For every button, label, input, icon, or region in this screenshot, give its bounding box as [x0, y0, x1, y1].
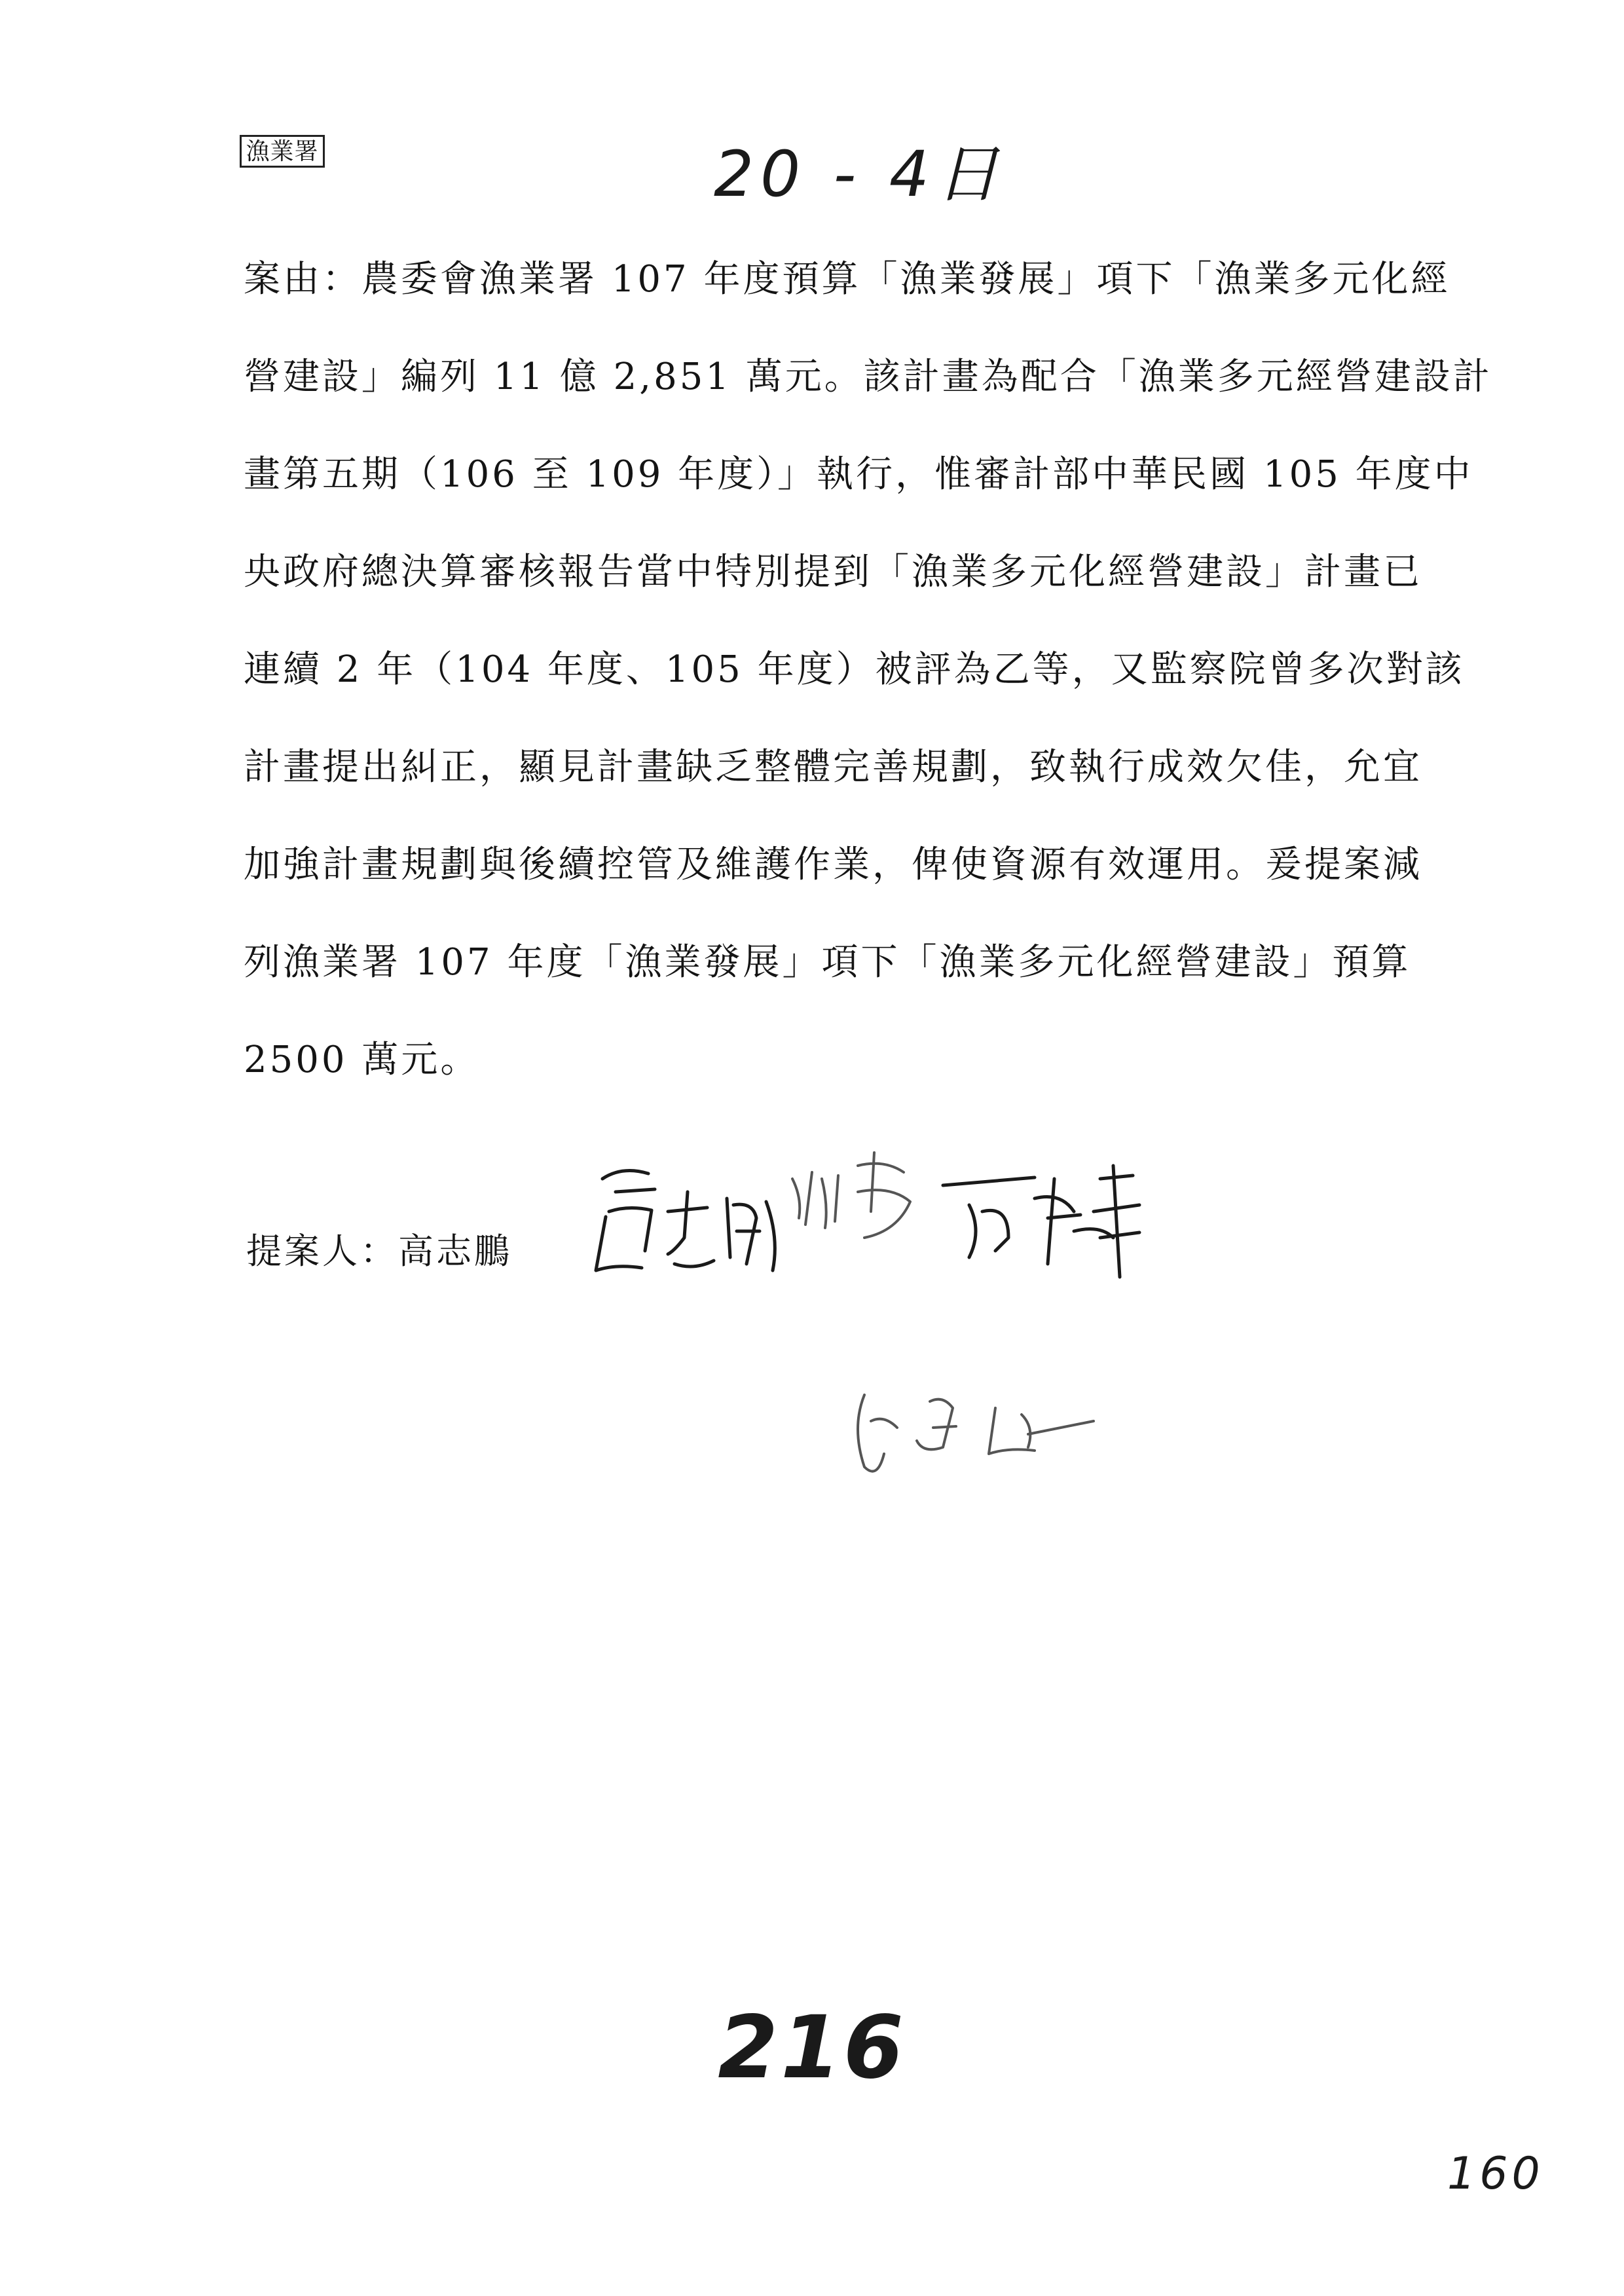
department-stamp-box: 漁業署	[240, 135, 325, 168]
handwritten-signatures	[576, 1139, 1297, 1532]
proposal-line: 加強計畫規劃與後續控管及維護作業，俾使資源有效運用。爰提案減	[244, 843, 1422, 886]
proposal-line: 2500 萬元。	[244, 1039, 480, 1081]
handwritten-page-number: 216	[718, 1997, 906, 2098]
signature-drawing	[576, 1139, 1297, 1532]
proposal-line: 營建設」編列 11 億 2,851 萬元。該計畫為配合「漁業多元經營建設計	[244, 356, 1492, 398]
handwritten-date: 20 - 4日	[714, 138, 1005, 211]
proposal-body	[244, 231, 1492, 1109]
signature-fourth	[858, 1395, 1094, 1472]
proposal-line: 央政府總決算審核報告當中特別提到「漁業多元化經營建設」計畫已	[244, 551, 1422, 593]
proposer-label: 提案人：高志鵬	[246, 1231, 512, 1272]
proposal-line: 列漁業署 107 年度「漁業發展」項下「漁業多元化經營建設」預算	[244, 941, 1411, 984]
signature-third	[943, 1166, 1139, 1277]
proposal-line: 計畫提出糾正，顯見計畫缺乏整體完善規劃，致執行成效欠佳，允宜	[244, 746, 1422, 788]
signature-second	[792, 1153, 910, 1238]
handwritten-corner-number: 160	[1447, 2148, 1544, 2200]
proposal-line: 案由：農委會漁業署 107 年度預算「漁業發展」項下「漁業多元化經	[244, 258, 1450, 301]
signature-gao-zhipeng	[596, 1171, 775, 1271]
proposal-line: 畫第五期（106 至 109 年度）」執行，惟審計部中華民國 105 年度中	[244, 453, 1473, 496]
proposal-line: 連續 2 年（104 年度、105 年度）被評為乙等，又監察院曾多次對該	[244, 648, 1465, 691]
